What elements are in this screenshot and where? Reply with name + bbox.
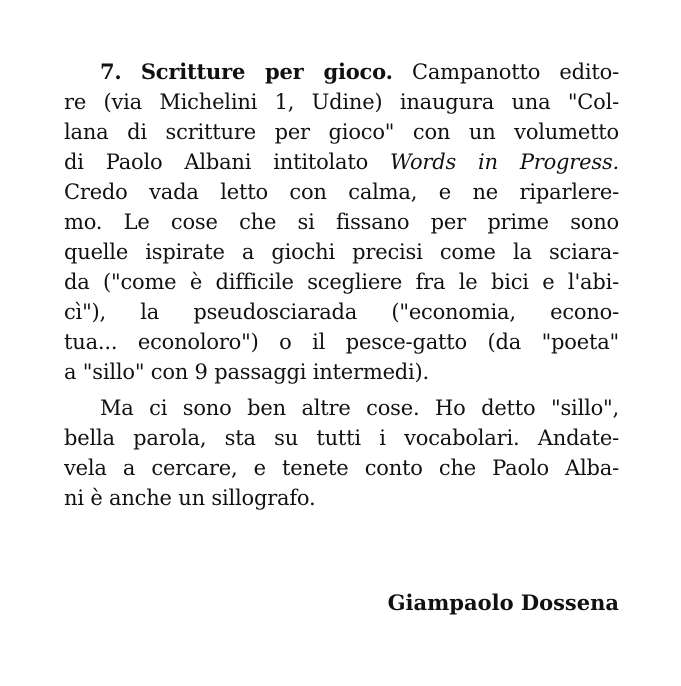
paragraph-1-line-11: a "sillo" con 9 passaggi intermedi). xyxy=(64,360,430,384)
paragraph-1-line-2: re (via Michelini 1, Udine) inaugura una "Col- xyxy=(64,90,619,114)
paragraph-2-line-2: bella parola, sta su tutti i vocabolari. Andate- xyxy=(64,426,619,450)
line-text: Campanotto edito- xyxy=(411,60,619,84)
paragraph-1-line-3: lana di scritture per gioco" con un volumetto xyxy=(64,120,619,144)
paragraph-1-line-8: da ("come è difficile scegliere fra le bici e l'abi- xyxy=(64,270,619,294)
paragraph-2-line-3: vela a cercare, e tenete conto che Paolo Alba- xyxy=(64,456,619,480)
paragraph-1-line-10: tua... econoloro") o il pesce-gatto (da "poeta" xyxy=(64,330,619,354)
paragraph-1-line-4 xyxy=(64,147,619,177)
heading-number: 7. xyxy=(100,59,122,84)
paragraph-2-line-4: ni è anche un sillografo. xyxy=(64,486,316,510)
paragraph-1-line-9: cì"), la pseudosciarada ("economia, econo- xyxy=(64,300,619,324)
author-signature: Giampaolo Dossena xyxy=(387,590,619,615)
paragraph-1-line-5: Credo vada letto con calma, e ne riparlere- xyxy=(64,180,619,204)
paragraph-1-line-7: quelle ispirate a giochi precisi come la sciara- xyxy=(64,240,619,264)
book-title: Words in Progress. xyxy=(390,150,619,174)
paragraph-2-line-1: Ma ci sono ben altre cose. Ho detto "sillo", xyxy=(100,396,619,420)
paragraph-1-line-1 xyxy=(100,57,619,87)
line-text: di Paolo Albani intitolato xyxy=(64,150,391,174)
paragraph-1-line-6: mo. Le cose che si fissano per prime sono xyxy=(64,210,619,234)
heading-title: Scritture per gioco. xyxy=(140,59,393,84)
